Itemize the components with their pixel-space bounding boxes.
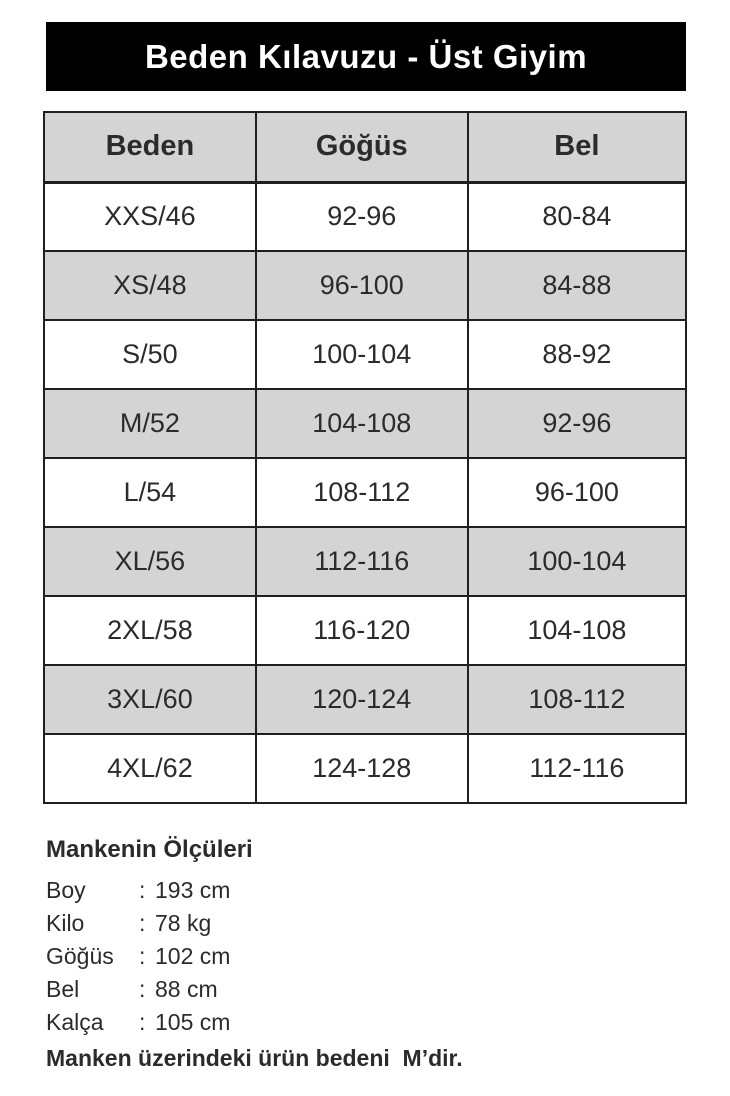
measurement-colon: : [139,943,146,969]
size-cell: XXS/46 [44,182,256,251]
col-header-chest: Göğüs [256,112,468,182]
model-measurements-section [46,836,686,1075]
size-cell: S/50 [44,320,256,389]
table-row [44,389,686,458]
table-row [44,734,686,803]
measurement-label: Bel [46,976,80,1002]
col-header-size: Beden [44,112,256,182]
measurement-value: 78 kg [155,910,212,936]
measurement-label: Göğüs [46,943,114,969]
waist-cell: 104-108 [468,596,686,665]
table-row [44,596,686,665]
measurement-label: Boy [46,877,86,903]
size-cell: 4XL/62 [44,734,256,803]
chest-cell: 96-100 [256,251,468,320]
waist-cell: 84-88 [468,251,686,320]
chest-cell: 116-120 [256,596,468,665]
col-header-waist: Bel [468,112,686,182]
waist-cell: 100-104 [468,527,686,596]
chest-cell: 112-116 [256,527,468,596]
measurement-colon: : [139,976,146,1002]
measurement-value: 102 cm [155,943,231,969]
chest-cell: 104-108 [256,389,468,458]
measurement-row-waist [46,973,686,1006]
measurement-row-height [46,874,686,907]
measurement-value: 193 cm [155,877,231,903]
measurement-label: Kilo [46,910,85,936]
chest-cell: 108-112 [256,458,468,527]
measurement-colon: : [139,1009,146,1035]
table-row [44,458,686,527]
measurement-row-chest [46,940,686,973]
chest-cell: 100-104 [256,320,468,389]
size-cell: XL/56 [44,527,256,596]
table-header-row [44,112,686,182]
size-cell: M/52 [44,389,256,458]
waist-cell: 112-116 [468,734,686,803]
title-banner [46,22,686,91]
model-size-note: Manken üzerindeki ürün bedeni M’dir. [46,1045,463,1071]
size-cell: XS/48 [44,251,256,320]
measurement-row-hip [46,1006,686,1039]
chest-cell: 124-128 [256,734,468,803]
size-cell: 3XL/60 [44,665,256,734]
measurement-label: Kalça [46,1009,104,1035]
measurement-row-weight [46,907,686,940]
size-cell: L/54 [44,458,256,527]
waist-cell: 96-100 [468,458,686,527]
size-cell: 2XL/58 [44,596,256,665]
chest-cell: 120-124 [256,665,468,734]
measurement-value: 105 cm [155,1009,231,1035]
waist-cell: 92-96 [468,389,686,458]
waist-cell: 108-112 [468,665,686,734]
table-row [44,527,686,596]
measurement-value: 88 cm [155,976,218,1002]
table-row [44,320,686,389]
table-row [44,251,686,320]
size-table [43,111,687,804]
page-title: Beden Kılavuzu - Üst Giyim [144,37,588,75]
waist-cell: 80-84 [468,182,686,251]
table-row [44,665,686,734]
table-row [44,182,686,251]
measurement-colon: : [139,877,146,903]
waist-cell: 88-92 [468,320,686,389]
chest-cell: 92-96 [256,182,468,251]
measurement-colon: : [139,910,146,936]
model-measurements-heading: Mankenin Ölçüleri [46,836,253,863]
